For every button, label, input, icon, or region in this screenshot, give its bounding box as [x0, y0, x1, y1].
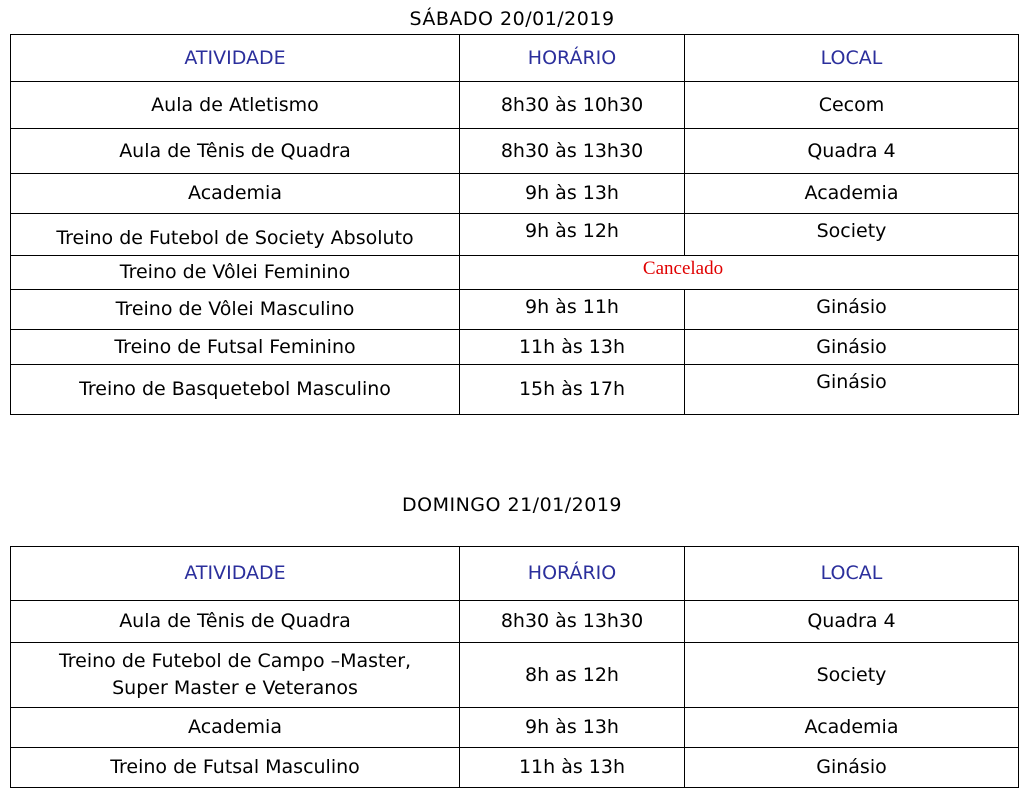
sunday-title: DOMINGO 21/01/2019	[401, 494, 623, 516]
activity-cell: Academia	[11, 174, 460, 214]
table-row	[11, 290, 1019, 330]
saturday-title: SÁBADO 20/01/2019	[409, 8, 615, 30]
table-row	[11, 601, 1019, 643]
header-time: HORÁRIO	[460, 35, 685, 82]
header-place: LOCAL	[685, 35, 1019, 82]
place-cell: Ginásio	[685, 330, 1019, 365]
place-cell: Ginásio	[685, 365, 1019, 415]
activity-cell: Aula de Tênis de Quadra	[11, 129, 460, 174]
time-cell: 9h às 11h	[460, 290, 685, 330]
cancelled-status-cell	[460, 256, 1019, 290]
place-cell: Ginásio	[685, 290, 1019, 330]
time-cell: 8h30 às 13h30	[460, 601, 685, 643]
time-cell: 11h às 13h	[460, 748, 685, 788]
place-cell: Quadra 4	[685, 601, 1019, 643]
time-cell: 9h às 13h	[460, 708, 685, 748]
table-row	[11, 129, 1019, 174]
header-time: HORÁRIO	[460, 547, 685, 601]
table-row	[11, 643, 1019, 708]
table-header-row	[11, 547, 1019, 601]
activity-cell: Treino de Futsal Feminino	[11, 330, 460, 365]
time-cell: 8h as 12h	[460, 643, 685, 708]
activity-cell: Academia	[11, 708, 460, 748]
table-row	[11, 708, 1019, 748]
activity-line-2: Super Master e Veteranos	[112, 677, 358, 699]
activity-cell: Aula de Tênis de Quadra	[11, 601, 460, 643]
cancelled-label: Cancelado	[642, 258, 724, 279]
time-cell: 9h às 12h	[460, 214, 685, 256]
activity-line-1: Treino de Futebol de Campo –Master,	[58, 650, 412, 673]
table-row	[11, 214, 1019, 256]
activity-cell: Treino de Futsal Masculino	[11, 748, 460, 788]
table-row	[11, 748, 1019, 788]
table-header-row	[11, 35, 1019, 82]
time-cell: 8h30 às 10h30	[460, 82, 685, 129]
header-place: LOCAL	[685, 547, 1019, 601]
place-cell: Cecom	[685, 82, 1019, 129]
time-cell: 8h30 às 13h30	[460, 129, 685, 174]
header-activity: ATIVIDADE	[11, 547, 460, 601]
activity-cell: Treino de Futebol de Society Absoluto	[11, 214, 460, 256]
activity-cell: Treino de Basquetebol Masculino	[11, 365, 460, 415]
time-cell: 11h às 13h	[460, 330, 685, 365]
table-row	[11, 174, 1019, 214]
table-row	[11, 82, 1019, 129]
place-cell: Academia	[685, 174, 1019, 214]
table-row	[11, 330, 1019, 365]
sunday-schedule-table	[10, 546, 1019, 788]
table-row	[11, 256, 1019, 290]
saturday-schedule-table	[10, 34, 1019, 415]
header-activity: ATIVIDADE	[11, 35, 460, 82]
place-cell: Society	[685, 214, 1019, 256]
time-cell: 15h às 17h	[460, 365, 685, 415]
activity-cell: Treino de Vôlei Masculino	[11, 290, 460, 330]
activity-cell	[11, 643, 460, 708]
place-cell: Society	[685, 643, 1019, 708]
time-cell: 9h às 13h	[460, 174, 685, 214]
activity-cell: Aula de Atletismo	[11, 82, 460, 129]
table-row	[11, 365, 1019, 415]
activity-cell: Treino de Vôlei Feminino	[11, 256, 460, 290]
place-cell: Academia	[685, 708, 1019, 748]
place-cell: Quadra 4	[685, 129, 1019, 174]
place-cell: Ginásio	[685, 748, 1019, 788]
